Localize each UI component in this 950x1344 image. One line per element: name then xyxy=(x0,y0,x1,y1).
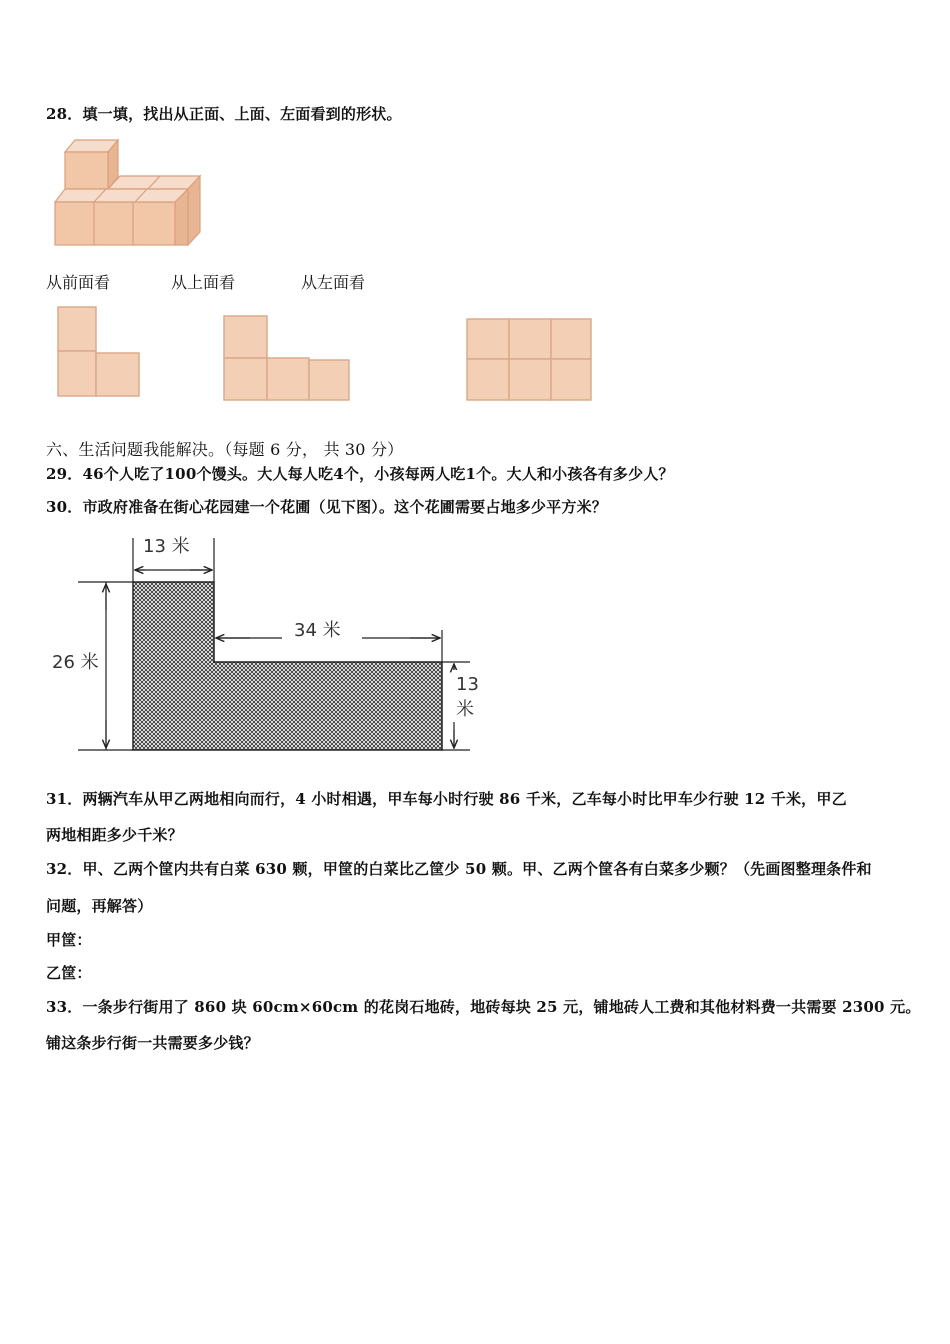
top-view-label: 从上面看 xyxy=(171,273,236,292)
right-height-number: 13 xyxy=(456,674,479,695)
garden-plot xyxy=(133,582,442,750)
right-height-unit: 米 xyxy=(456,699,474,720)
basket-b-label: 乙筐： xyxy=(46,964,92,982)
q29-text: 29．46个人吃了100个馒头。大人每人吃4个，小孩每两人吃1个。大人和小孩各有多少人？ xyxy=(46,465,674,483)
garden-diagram xyxy=(50,530,490,760)
bottom-length-label: 34 米 xyxy=(294,620,341,641)
top-view-shape xyxy=(220,313,355,403)
front-view-label: 从前面看 xyxy=(46,273,111,292)
section6-heading: 六、生活问题我能解决。（每题 6 分， 共 30 分） xyxy=(46,440,404,459)
q30-text: 30．市政府准备在街心花园建一个花圃（见下图）。这个花圃需要占地多少平方米？ xyxy=(46,498,607,516)
q33-line1: 33．一条步行街用了 860 块 60cm×60cm 的花岗石地砖，地砖每块 25 元，铺地砖人工费和其他材料费一共需要 2300 元。 xyxy=(46,998,921,1016)
cube-stack-illustration xyxy=(50,132,210,252)
q32-line2: 问题，再解答） xyxy=(46,897,153,915)
q28-text: 28．填一填，找出从正面、上面、左面看到的形状。 xyxy=(46,105,402,123)
top-width-label: 13 米 xyxy=(143,536,190,557)
q31-line2: 两地相距多少千米？ xyxy=(46,826,183,844)
left-view-label: 从左面看 xyxy=(301,273,366,292)
basket-a-label: 甲筐： xyxy=(46,931,92,949)
q32-line1: 32．甲、乙两个筐内共有白菜 630 颗，甲筐的白菜比乙筐少 50 颗。甲、乙两个筐各有白菜多少颗？（先画图整理条件和 xyxy=(46,860,872,878)
left-view-shape xyxy=(464,316,596,404)
front-view-shape xyxy=(55,305,145,400)
left-height-label: 26 米 xyxy=(52,652,99,673)
q33-line2: 铺这条步行街一共需要多少钱？ xyxy=(46,1034,259,1052)
q31-line1: 31．两辆汽车从甲乙两地相向而行，4 小时相遇，甲车每小时行驶 86 千米，乙车每小时比甲车少行驶 12 千米，甲乙 xyxy=(46,790,847,808)
